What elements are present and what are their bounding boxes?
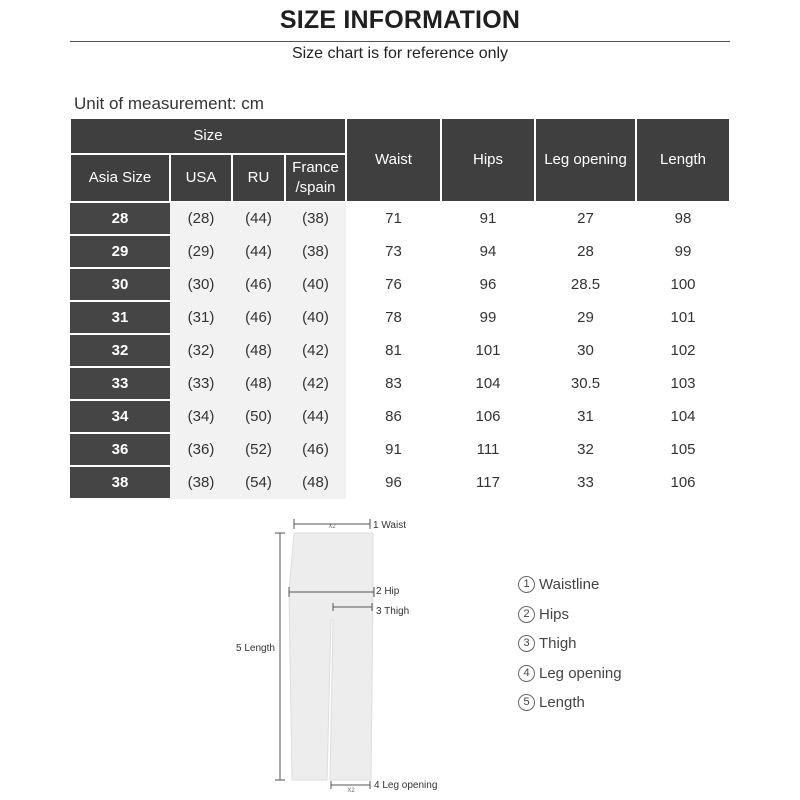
legend-item	[518, 629, 622, 659]
france-size-cell: (40)	[285, 301, 346, 334]
waist-cell: 81	[346, 334, 441, 367]
pants-silhouette	[289, 533, 373, 780]
france-size-cell: (46)	[285, 433, 346, 466]
waist-cell: 86	[346, 400, 441, 433]
usa-size-cell: (28)	[170, 202, 232, 235]
page-subtitle: Size chart is for reference only	[291, 45, 509, 62]
hip-label: 2 Hip	[376, 586, 400, 597]
asia-size-cell: 38	[70, 466, 170, 499]
hips-cell: 99	[441, 301, 535, 334]
france-size-cell: (40)	[285, 268, 346, 301]
ru-size-cell: (48)	[232, 334, 285, 367]
asia-size-cell: 33	[70, 367, 170, 400]
hips-header: Hips	[441, 118, 535, 202]
ru-size-cell: (44)	[232, 202, 285, 235]
leg-opening-cell: 28	[535, 235, 636, 268]
table-row	[70, 235, 730, 268]
france-spain-header	[285, 154, 346, 202]
waist-cell: 91	[346, 433, 441, 466]
asia-size-cell: 31	[70, 301, 170, 334]
length-cell: 99	[636, 235, 730, 268]
usa-size-cell: (38)	[170, 466, 232, 499]
thigh-label: 3 Thigh	[376, 606, 410, 617]
france-size-cell: (42)	[285, 367, 346, 400]
size-group-header: Size	[70, 118, 346, 154]
legend-item	[518, 600, 622, 630]
length-cell: 104	[636, 400, 730, 433]
ru-size-cell: (46)	[232, 268, 285, 301]
usa-size-cell: (34)	[170, 400, 232, 433]
leg-opening-cell: 33	[535, 466, 636, 499]
asia-size-cell: 32	[70, 334, 170, 367]
table-row	[70, 202, 730, 235]
waist-cell: 83	[346, 367, 441, 400]
length-cell: 100	[636, 268, 730, 301]
usa-size-cell: (31)	[170, 301, 232, 334]
waist-cell: 78	[346, 301, 441, 334]
asia-size-cell: 34	[70, 400, 170, 433]
hips-cell: 101	[441, 334, 535, 367]
length-cell: 98	[636, 202, 730, 235]
ru-size-cell: (46)	[232, 301, 285, 334]
france-header-line1: France	[292, 158, 339, 176]
ru-size-cell: (44)	[232, 235, 285, 268]
hips-cell: 104	[441, 367, 535, 400]
hips-cell: 96	[441, 268, 535, 301]
waist-dim-tag: X2	[328, 524, 336, 530]
size-chart-table	[70, 118, 730, 499]
hips-cell: 91	[441, 202, 535, 235]
asia-size-header: Asia Size	[70, 154, 170, 202]
length-header: Length	[636, 118, 730, 202]
leg-opening-cell: 27	[535, 202, 636, 235]
ru-header: RU	[232, 154, 285, 202]
france-header-line2: /spain	[295, 179, 336, 196]
unit-note: Unit of measurement: cm	[74, 94, 264, 113]
france-size-cell: (44)	[285, 400, 346, 433]
hips-cell: 117	[441, 466, 535, 499]
leg-opening-label: 4 Leg opening	[374, 780, 438, 791]
length-cell: 102	[636, 334, 730, 367]
legend-number: 4	[518, 665, 535, 682]
page-title: SIZE INFORMATION	[279, 6, 521, 34]
waist-cell: 96	[346, 466, 441, 499]
waist-cell: 73	[346, 235, 441, 268]
legend-item	[518, 659, 622, 689]
title-divider	[70, 41, 730, 42]
usa-size-cell: (32)	[170, 334, 232, 367]
usa-size-cell: (29)	[170, 235, 232, 268]
ru-size-cell: (50)	[232, 400, 285, 433]
france-size-cell: (42)	[285, 334, 346, 367]
length-cell: 103	[636, 367, 730, 400]
asia-size-cell: 36	[70, 433, 170, 466]
legend-label: Length	[539, 694, 585, 712]
table-row	[70, 268, 730, 301]
france-size-cell: (38)	[285, 202, 346, 235]
leg-opening-cell: 30	[535, 334, 636, 367]
legend-number: 5	[518, 694, 535, 711]
france-size-cell: (48)	[285, 466, 346, 499]
length-cell: 105	[636, 433, 730, 466]
legend-label: Thigh	[539, 635, 577, 653]
legend-number: 1	[518, 576, 535, 593]
table-row	[70, 466, 730, 499]
length-label: 5 Length	[236, 643, 275, 654]
ru-size-cell: (54)	[232, 466, 285, 499]
asia-size-cell: 29	[70, 235, 170, 268]
measurement-legend	[518, 570, 622, 718]
leg-opening-cell: 28.5	[535, 268, 636, 301]
hips-cell: 111	[441, 433, 535, 466]
legend-number: 2	[518, 606, 535, 623]
asia-size-cell: 30	[70, 268, 170, 301]
waist-cell: 71	[346, 202, 441, 235]
legend-number: 3	[518, 635, 535, 652]
table-row	[70, 334, 730, 367]
length-cell: 101	[636, 301, 730, 334]
length-cell: 106	[636, 466, 730, 499]
usa-size-cell: (30)	[170, 268, 232, 301]
size-table-body	[70, 202, 730, 499]
hips-cell: 106	[441, 400, 535, 433]
table-row	[70, 433, 730, 466]
leg-opening-cell: 32	[535, 433, 636, 466]
usa-size-cell: (36)	[170, 433, 232, 466]
legend-label: Leg opening	[539, 664, 622, 682]
leg-opening-dim-tag: X2	[347, 788, 355, 794]
leg-opening-cell: 30.5	[535, 367, 636, 400]
legend-label: Waistline	[539, 576, 600, 594]
ru-size-cell: (48)	[232, 367, 285, 400]
france-size-cell: (38)	[285, 235, 346, 268]
leg-opening-cell: 29	[535, 301, 636, 334]
leg-opening-header: Leg opening	[535, 118, 636, 202]
asia-size-cell: 28	[70, 202, 170, 235]
usa-size-cell: (33)	[170, 367, 232, 400]
table-row	[70, 400, 730, 433]
legend-item	[518, 570, 622, 600]
table-row	[70, 301, 730, 334]
waist-label: 1 Waist	[373, 520, 406, 531]
hips-cell: 94	[441, 235, 535, 268]
leg-opening-cell: 31	[535, 400, 636, 433]
legend-label: Hips	[539, 605, 570, 623]
legend-item	[518, 688, 622, 718]
usa-header: USA	[170, 154, 232, 202]
waist-header: Waist	[346, 118, 441, 202]
waist-cell: 76	[346, 268, 441, 301]
ru-size-cell: (52)	[232, 433, 285, 466]
table-row	[70, 367, 730, 400]
